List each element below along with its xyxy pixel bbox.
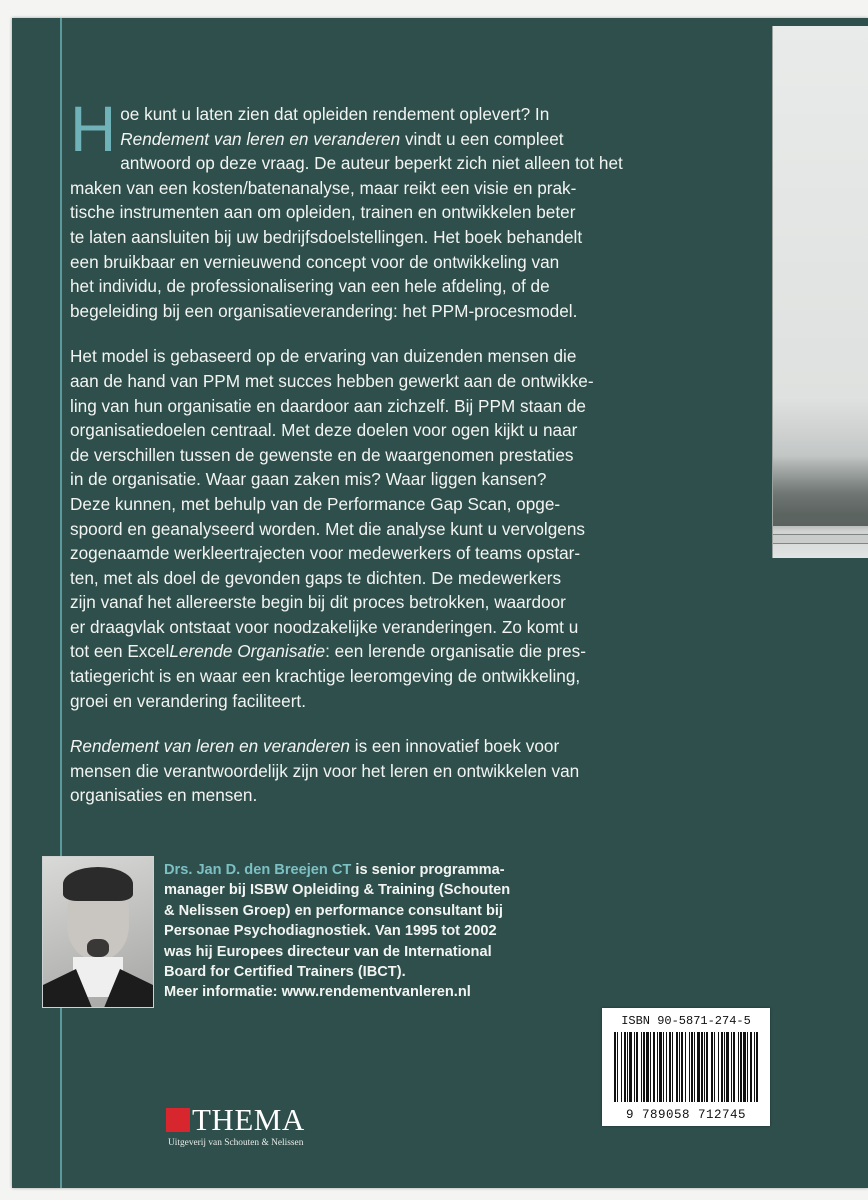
model-line-12: er draagvlak ontstaat voor noodzakelijke veranderingen. Zo komt u: [70, 616, 579, 637]
barcode-bar: [726, 1032, 729, 1102]
model-line-9: zogenaamde werkleertrajecten voor medewerkers of teams opstar-: [70, 543, 581, 564]
barcode-bar: [685, 1032, 686, 1102]
model-line-10: ten, met als doel de gevonden gaps te dichten. De medewerkers: [70, 567, 562, 588]
barcode-bar: [714, 1032, 715, 1102]
intro-line-5: tische instrumenten aan om opleiden, trainen en ontwikkelen beter: [70, 202, 576, 223]
model-paragraph: [70, 344, 760, 713]
intro-line-9: begeleiding bij een organisatieverandering: het PPM-procesmodel.: [70, 300, 578, 321]
intro-line-7: een bruikbaar en vernieuwend concept voor de ontwikkeling van: [70, 251, 560, 272]
closing-title-italic: Rendement van leren en veranderen: [70, 736, 350, 757]
intro-title-italic: Rendement van leren en veranderen: [120, 128, 401, 149]
model-line-4: organisatiedoelen centraal. Met deze doelen voor ogen kijkt u naar: [70, 420, 578, 441]
blurb-text: [70, 93, 760, 829]
fence-rail: [773, 534, 868, 544]
barcode-bar: [653, 1032, 655, 1102]
model-line-5: de verschillen tussen de gewenste en de waargenomen prestaties: [70, 444, 574, 465]
accent-line: [60, 18, 62, 1188]
portrait-beard: [87, 939, 109, 957]
barcode-bar: [721, 1032, 723, 1102]
barcode-bar: [650, 1032, 651, 1102]
barcode-bar: [706, 1032, 708, 1102]
barcode-bar: [679, 1032, 680, 1102]
barcode-bar: [701, 1032, 703, 1102]
barcode-bar: [694, 1032, 695, 1102]
barcode-bar: [689, 1032, 690, 1102]
barcode-bar: [627, 1032, 628, 1102]
bio-line-4: Personae Psychodiagnostiek. Van 1995 tot 2002: [164, 923, 497, 940]
model-line-8: spoord en geanalyseerd worden. Met die analyse kunt u vervolgens: [70, 518, 585, 539]
portrait-hair: [63, 867, 133, 901]
barcode-bar: [617, 1032, 618, 1102]
model-line-1: Het model is gebaseerd op de ervaring van duizenden mensen die: [70, 346, 577, 367]
intro-paragraph: [70, 93, 760, 323]
model-line-6: in de organisatie. Waar gaan zaken mis? Waar liggen kansen?: [70, 469, 547, 490]
barcode-bar: [676, 1032, 678, 1102]
model-line-3: ling van hun organisatie en daardoor aan zichzelf. Bij PPM staan de: [70, 395, 586, 416]
bio-line-1: is senior programma-: [351, 862, 505, 878]
intro-line-4: maken van een kosten/batenanalyse, maar reikt een visie en prak-: [70, 177, 577, 198]
barcode-bar: [669, 1032, 671, 1102]
landscape-photo-strip: [772, 26, 868, 558]
closing-line-3: organisaties en mensen.: [70, 785, 258, 806]
model-line-13-italic: Lerende Organisatie: [169, 641, 326, 662]
barcode-bar: [718, 1032, 719, 1102]
barcode-bar: [704, 1032, 705, 1102]
isbn-label: ISBN 90-5871-274-5: [621, 1014, 751, 1028]
author-name: Drs. Jan D. den Breejen CT: [164, 862, 352, 878]
barcode-bar: [691, 1032, 693, 1102]
closing-line-1: is een innovatief boek voor: [349, 736, 560, 757]
barcode-bar: [731, 1032, 732, 1102]
barcode-bar: [738, 1032, 739, 1102]
barcode-bar: [754, 1032, 755, 1102]
barcode-bars: [614, 1032, 758, 1102]
barcode-bar: [756, 1032, 758, 1102]
barcode-bar: [629, 1032, 632, 1102]
barcode-bar: [646, 1032, 649, 1102]
barcode-bar: [666, 1032, 667, 1102]
barcode-bar: [740, 1032, 742, 1102]
barcode-bar: [636, 1032, 638, 1102]
model-line-14: tatiegericht is en waar een krachtige leeromgeving de ontwikkeling,: [70, 666, 581, 687]
intro-line-6: te laten aansluiten bij uw bedrijfsdoelstellingen. Het boek behandelt: [70, 226, 583, 247]
bio-line-2: manager bij ISBW Opleiding & Training (Schouten: [164, 882, 511, 899]
trees-silhouette: [773, 456, 868, 526]
bio-website: Meer informatie: www.rendementvanleren.nl: [164, 984, 471, 1001]
barcode-bar: [634, 1032, 635, 1102]
dropcap-letter: H: [70, 93, 117, 165]
barcode-bar: [624, 1032, 626, 1102]
intro-line-2: vindt u een compleet: [400, 128, 564, 149]
barcode-bar: [659, 1032, 662, 1102]
intro-line-8: het individu, de professionalisering van een hele afdeling, of de: [70, 276, 550, 297]
isbn-barcode: [602, 1008, 770, 1126]
intro-line-1: oe kunt u laten zien dat opleiden rendement oplevert? In: [120, 104, 550, 124]
barcode-bar: [743, 1032, 746, 1102]
barcode-bar: [657, 1032, 658, 1102]
barcode-bar: [697, 1032, 700, 1102]
bio-line-6: Board for Certified Trainers (IBCT).: [164, 964, 406, 981]
model-line-13-pre: tot een Excel: [70, 641, 170, 662]
barcode-bar: [643, 1032, 645, 1102]
model-line-13-post: : een lerende organisatie die pres-: [325, 641, 586, 662]
book-back-cover: [12, 18, 868, 1188]
barcode-bar: [641, 1032, 642, 1102]
bio-line-5: was hij Europees directeur van de International: [164, 943, 492, 960]
barcode-bar: [672, 1032, 673, 1102]
publisher-subtitle: Uitgeverij van Schouten & Nelissen: [168, 1138, 304, 1148]
author-bio: [164, 860, 604, 1003]
author-portrait-photo: [42, 856, 154, 1008]
barcode-bar: [747, 1032, 748, 1102]
model-line-7: Deze kunnen, met behulp van de Performance Gap Scan, opge-: [70, 493, 561, 514]
model-line-11: zijn vanaf het allereerste begin bij dit proces betrokken, waardoor: [70, 592, 566, 613]
barcode-bar: [663, 1032, 664, 1102]
intro-line-3: antwoord op deze vraag. De auteur beperkt zich niet alleen tot het: [120, 153, 623, 174]
barcode-bar: [733, 1032, 735, 1102]
bio-line-3: & Nelissen Groep) en performance consultant bij: [164, 902, 503, 919]
barcode-bar: [711, 1032, 713, 1102]
barcode-bar: [750, 1032, 752, 1102]
barcode-bar: [614, 1032, 616, 1102]
barcode-bar: [621, 1032, 622, 1102]
model-line-2: aan de hand van PPM met succes hebben gewerkt aan de ontwikke-: [70, 370, 594, 391]
barcode-digits: 9 789058 712745: [625, 1108, 747, 1122]
closing-paragraph: [70, 734, 760, 808]
model-line-15: groei en verandering faciliteert.: [70, 690, 306, 711]
barcode-bar: [724, 1032, 725, 1102]
closing-line-2: mensen die verantwoordelijk zijn voor het leren en ontwikkelen van: [70, 760, 580, 781]
barcode-bar: [681, 1032, 683, 1102]
thema-logo-mark: [166, 1108, 190, 1132]
publisher-name: THEMA: [192, 1102, 305, 1137]
